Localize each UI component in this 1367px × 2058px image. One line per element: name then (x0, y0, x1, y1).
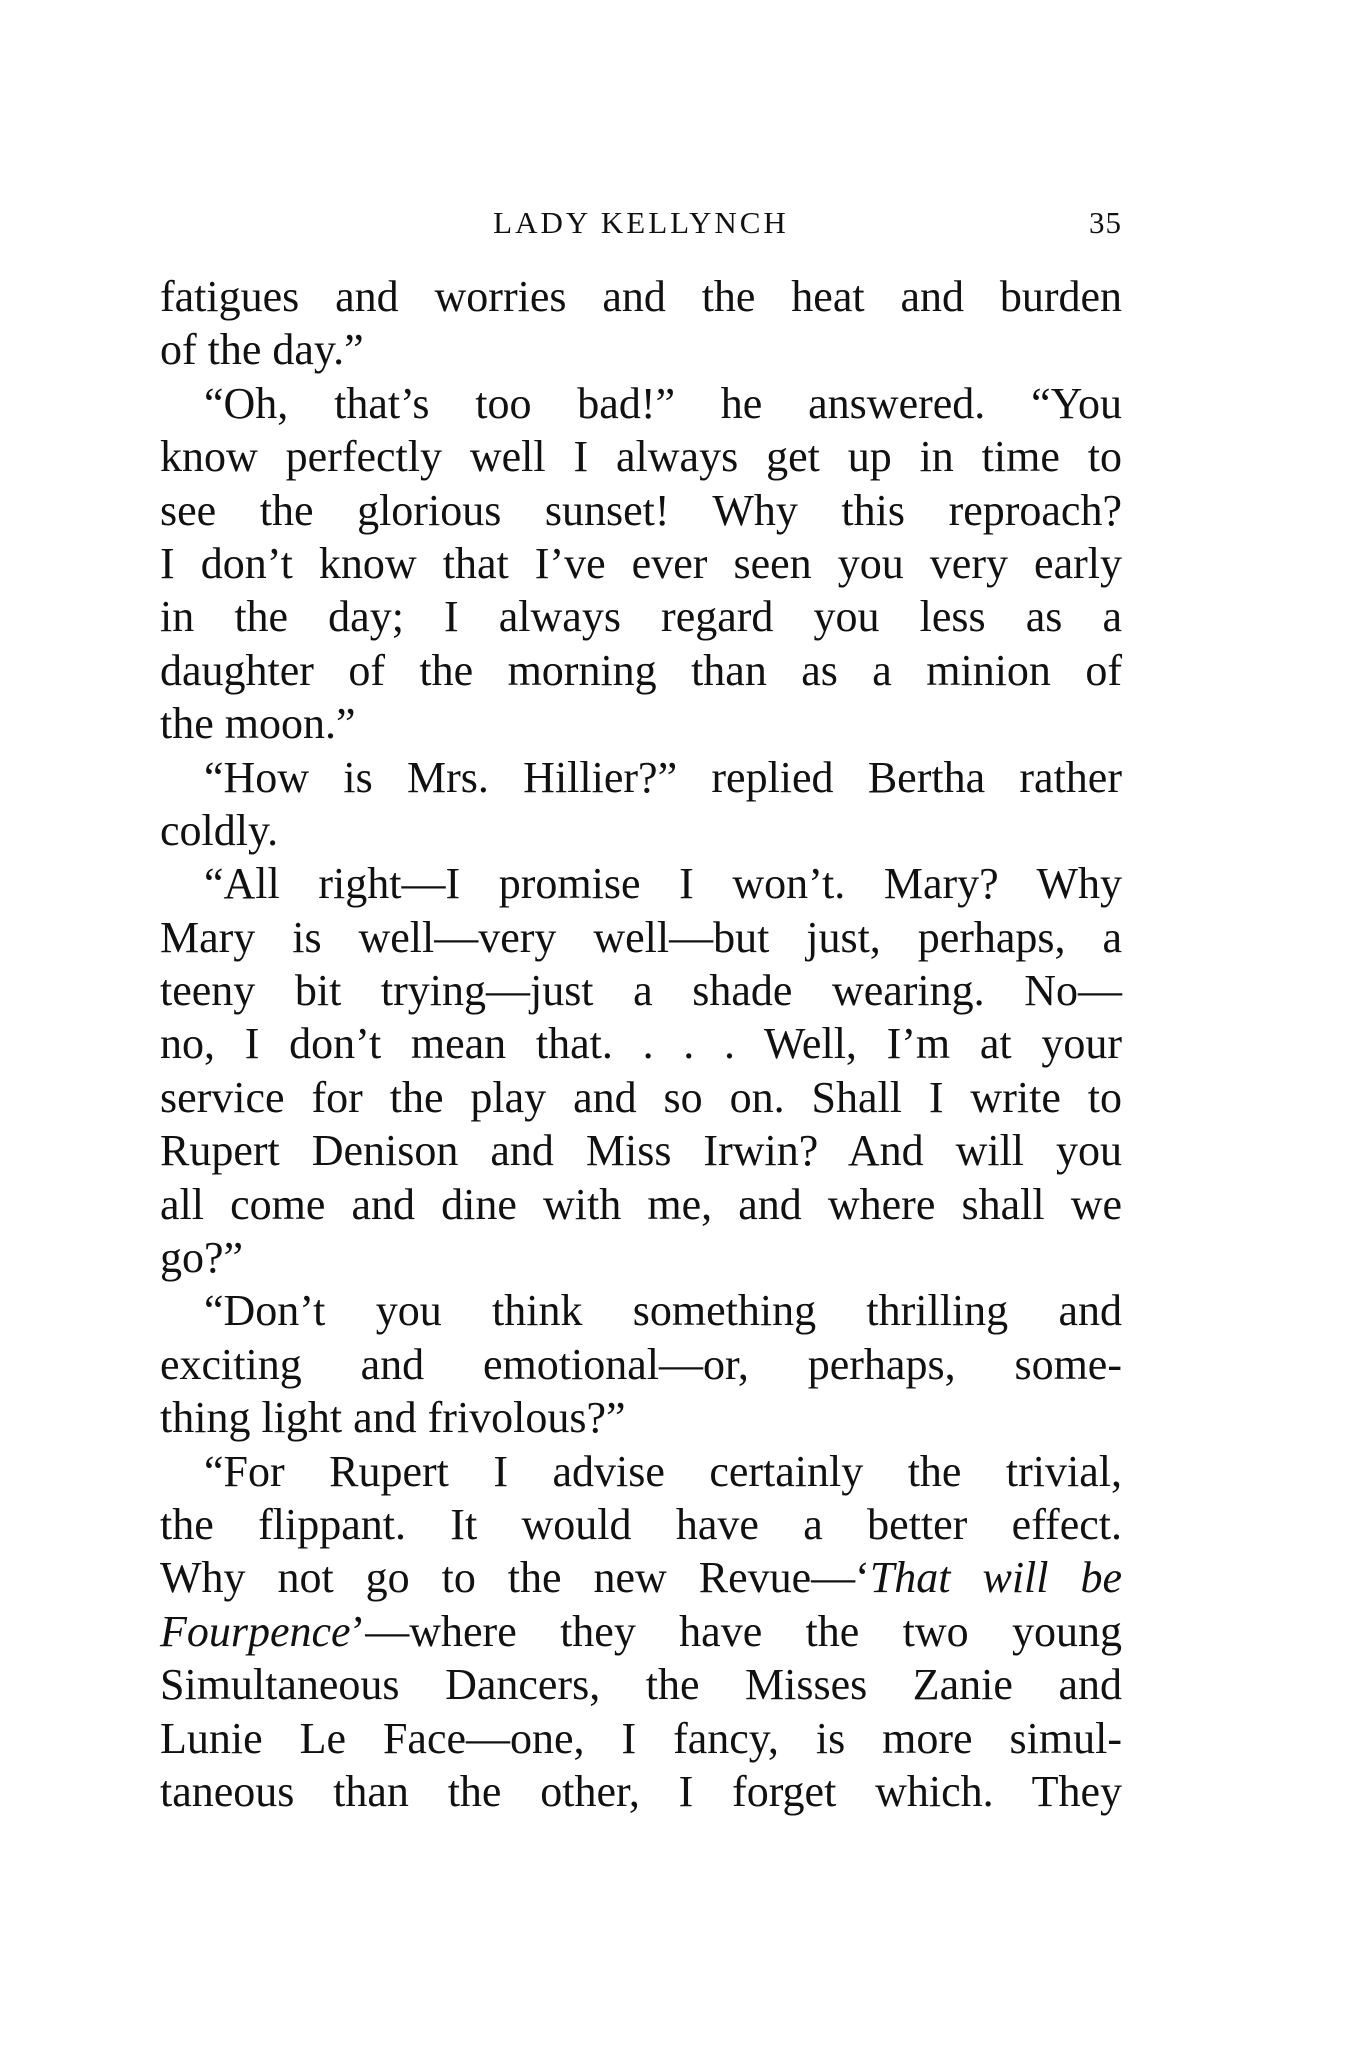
text-line: Rupert Denison and Miss Irwin? And will you (160, 1126, 1122, 1176)
text-line: daughter of the morning than as a minion of (160, 645, 1122, 695)
text-line (160, 1605, 1122, 1658)
text-line: teeny bit trying—just a shade wearing. No— (160, 966, 1122, 1016)
text-line: service for the play and so on. Shall I write to (160, 1072, 1122, 1122)
text-line: Simultaneous Dancers, the Misses Zanie and (160, 1660, 1122, 1710)
line-text: ’—where they have the two young (350, 1606, 1122, 1656)
running-title: LADY KELLYNCH (493, 205, 789, 240)
text-line: Lunie Le Face—one, I fancy, is more simul- (160, 1713, 1122, 1763)
text-line: Mary is well—very well—but just, perhaps, a (160, 912, 1122, 962)
text-line: thing light and frivolous?” (160, 1393, 626, 1443)
text-line: coldly. (160, 805, 279, 855)
text-line (160, 1551, 1122, 1604)
text-line: taneous than the other, I forget which. They (160, 1766, 1122, 1816)
text-line: of the day.” (160, 325, 364, 375)
text-line: “Oh, that’s too bad!” he answered. “You (204, 378, 1122, 428)
text-line: all come and dine with me, and where shall we (160, 1179, 1122, 1229)
page-number: 35 (1089, 205, 1122, 240)
text-line: exciting and emotional—or, perhaps, some- (160, 1339, 1122, 1389)
text-line: the flippant. It would have a better effect. (160, 1499, 1122, 1549)
text-line: I don’t know that I’ve ever seen you very early (160, 538, 1122, 588)
text-line: go?” (160, 1233, 244, 1283)
italic-title: Fourpence (160, 1606, 351, 1656)
body-text (160, 270, 1122, 1818)
line-text: Why not go to the new Revue—‘ (160, 1553, 870, 1603)
running-head (160, 205, 1122, 255)
text-line: fatigues and worries and the heat and burden (160, 272, 1122, 321)
text-line: “All right—I promise I won’t. Mary? Why (204, 859, 1122, 909)
text-line: see the glorious sunset! Why this reproach? (160, 485, 1122, 535)
text-line: know perfectly well I always get up in time to (160, 432, 1122, 482)
text-line: no, I don’t mean that. . . . Well, I’m at your (160, 1019, 1122, 1069)
text-line: in the day; I always regard you less as a (160, 592, 1122, 642)
text-line: “How is Mrs. Hillier?” replied Bertha rather (204, 752, 1122, 802)
text-line: “Don’t you think something thrilling and (204, 1286, 1122, 1336)
text-line: the moon.” (160, 699, 356, 749)
italic-title: That will be (869, 1553, 1122, 1603)
text-line: “For Rupert I advise certainly the trivial, (204, 1446, 1122, 1496)
